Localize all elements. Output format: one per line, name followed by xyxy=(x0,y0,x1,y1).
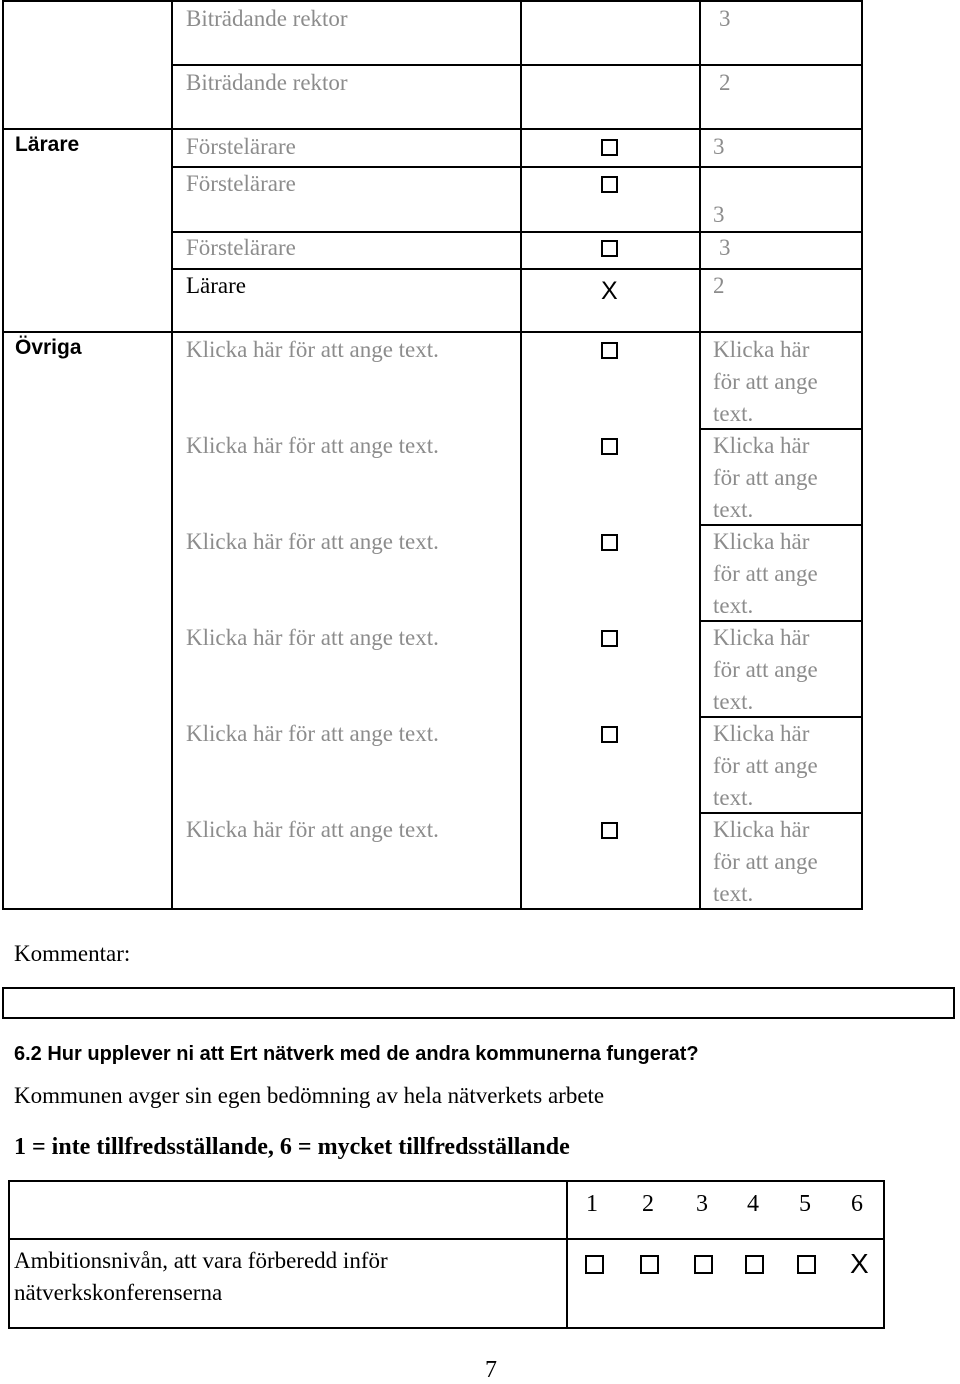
role-value[interactable]: 2 xyxy=(713,273,725,298)
placeholder-title[interactable]: Klicka här för att ange text. xyxy=(186,433,439,458)
role-title: Förstelärare xyxy=(186,235,296,260)
role-checkbox[interactable] xyxy=(601,139,618,156)
table-col-line xyxy=(699,0,701,910)
table-col-line xyxy=(566,1180,568,1329)
role-checkbox[interactable] xyxy=(601,176,618,193)
role-checkbox[interactable] xyxy=(601,630,618,647)
placeholder-line: för att ange xyxy=(713,561,818,586)
rating-checkbox-3[interactable] xyxy=(694,1255,713,1274)
placeholder-line: text. xyxy=(713,881,754,906)
table-col-line xyxy=(520,0,522,910)
page-number: 7 xyxy=(485,1357,497,1383)
rating-checkbox-5[interactable] xyxy=(797,1255,816,1274)
rating-column-2: 2 xyxy=(642,1191,654,1217)
placeholder-value[interactable] xyxy=(713,430,818,526)
placeholder-line: för att ange xyxy=(713,849,818,874)
placeholder-line: för att ange xyxy=(713,369,818,394)
placeholder-title[interactable]: Klicka här för att ange text. xyxy=(186,529,439,554)
placeholder-value[interactable] xyxy=(713,526,818,622)
placeholder-line: för att ange xyxy=(713,657,818,682)
role-value[interactable]: 3 xyxy=(719,235,731,260)
placeholder-line: text. xyxy=(713,497,754,522)
table-border-top xyxy=(2,0,863,2)
table-border-bottom xyxy=(8,1327,885,1329)
placeholder-title[interactable]: Klicka här för att ange text. xyxy=(186,817,439,842)
table-border-top xyxy=(8,1180,885,1182)
rating-column-5: 5 xyxy=(799,1191,811,1217)
rating-column-3: 3 xyxy=(696,1191,708,1217)
placeholder-title[interactable]: Klicka här för att ange text. xyxy=(186,721,439,746)
table-row-line xyxy=(2,128,863,130)
question-heading: 6.2 Hur upplever ni att Ert nätverk med de andra kommunerna fungerat? xyxy=(14,1043,699,1065)
placeholder-line: Klicka här xyxy=(713,721,810,746)
placeholder-line: text. xyxy=(713,689,754,714)
table-border-left xyxy=(8,1180,10,1329)
rating-row-label-line: nätverkskonferenserna xyxy=(14,1280,223,1305)
placeholder-line: Klicka här xyxy=(713,529,810,554)
placeholder-value[interactable] xyxy=(713,718,818,814)
rating-column-1: 1 xyxy=(586,1191,598,1217)
role-title: Förstelärare xyxy=(186,134,296,159)
placeholder-line: för att ange xyxy=(713,465,818,490)
table-border-right xyxy=(861,0,863,910)
table-row-line xyxy=(2,331,863,333)
question-instruction: Kommunen avger sin egen bedömning av hela nätverkets arbete xyxy=(14,1083,605,1108)
role-checkbox[interactable] xyxy=(601,240,618,257)
role-checkbox-checked[interactable]: X xyxy=(601,277,618,305)
role-value[interactable]: 3 xyxy=(719,6,731,31)
role-checkbox[interactable] xyxy=(601,822,618,839)
placeholder-value[interactable] xyxy=(713,814,818,910)
rating-checkbox-4[interactable] xyxy=(745,1255,764,1274)
placeholder-line: text. xyxy=(713,785,754,810)
table-row-line xyxy=(8,1238,885,1240)
placeholder-value[interactable] xyxy=(713,622,818,718)
role-title: Biträdande rektor xyxy=(186,70,348,95)
role-checkbox[interactable] xyxy=(601,342,618,359)
rating-row-label-line: Ambitionsnivån, att vara förberedd inför xyxy=(14,1248,388,1273)
table-col-line xyxy=(171,0,173,910)
placeholder-title[interactable]: Klicka här för att ange text. xyxy=(186,337,439,362)
comment-field[interactable] xyxy=(2,987,955,1019)
rating-column-4: 4 xyxy=(747,1191,759,1217)
role-value[interactable]: 3 xyxy=(713,202,725,227)
placeholder-line: Klicka här xyxy=(713,433,810,458)
placeholder-line: text. xyxy=(713,401,754,426)
placeholder-line: Klicka här xyxy=(713,817,810,842)
rating-checkbox-1[interactable] xyxy=(585,1255,604,1274)
placeholder-title[interactable]: Klicka här för att ange text. xyxy=(186,625,439,650)
table-border-right xyxy=(883,1180,885,1329)
role-title: Förstelärare xyxy=(186,171,296,196)
placeholder-line: Klicka här xyxy=(713,337,810,362)
placeholder-line: text. xyxy=(713,593,754,618)
role-title: Biträdande rektor xyxy=(186,6,348,31)
rating-scale-description: 1 = inte tillfredsställande, 6 = mycket tillfredsställande xyxy=(14,1134,570,1160)
role-checkbox[interactable] xyxy=(601,438,618,455)
category-label-ovriga: Övriga xyxy=(15,336,82,359)
table-row-line xyxy=(171,64,863,66)
table-row-line xyxy=(171,268,863,270)
role-value[interactable]: 3 xyxy=(713,134,725,159)
rating-checkbox-6-checked[interactable]: X xyxy=(850,1248,869,1279)
placeholder-value[interactable] xyxy=(713,334,818,430)
placeholder-line: för att ange xyxy=(713,753,818,778)
rating-checkbox-2[interactable] xyxy=(640,1255,659,1274)
rating-column-6: 6 xyxy=(851,1191,863,1217)
comment-label: Kommentar: xyxy=(14,941,131,966)
rating-row-label xyxy=(14,1245,388,1309)
role-checkbox[interactable] xyxy=(601,726,618,743)
role-value[interactable]: 2 xyxy=(719,70,731,95)
table-border-left xyxy=(2,0,4,910)
category-label-larare: Lärare xyxy=(15,133,80,156)
role-checkbox[interactable] xyxy=(601,534,618,551)
role-title: Lärare xyxy=(186,273,246,298)
placeholder-line: Klicka här xyxy=(713,625,810,650)
